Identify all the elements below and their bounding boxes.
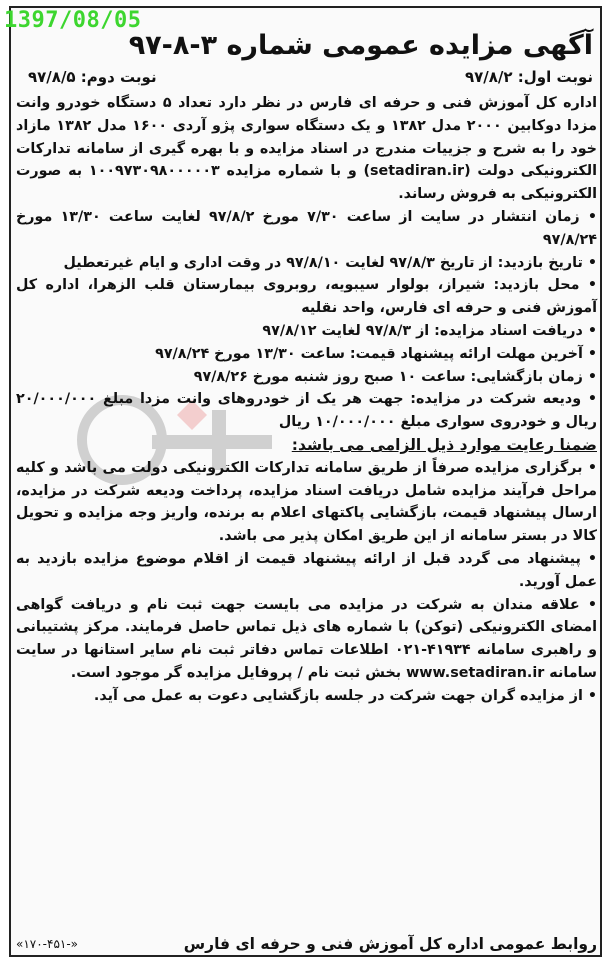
second-turn: نوبت دوم: ۹۷/۸/۵ <box>28 68 157 86</box>
publish-turns <box>28 68 593 86</box>
notice-body <box>16 92 597 708</box>
rule-register: • علاقه مندان به شرکت در مزایده می بایست جهت ثبت نام و دریافت گواهی امضای الکترونیکی (توکن) با شماره های ذیل تماس حاصل فرمایند. مرکز پشتیبانی و راهبری سامانه ۴۱۹۳۴-۰۲۱ اطلاعات تماس دفاتر ثبت نام سایر استانها در سایت سامانه www.setadiran.ir بخش ثبت نام / پروفایل مزایده گر موجود است. <box>16 594 597 685</box>
rule-invite: • از مزایده گران جهت شرکت در جلسه بازگشایی دعوت به عمل می آید. <box>16 685 597 708</box>
requirements-heading: ضمنا رعایت موارد ذیل الزامی می باشد: <box>291 435 597 454</box>
notice-footer <box>16 935 597 953</box>
rule-electronic: • برگزاری مزایده صرفاً از طریق سامانه تدارکات الکترونیکی دولت می باشد و کلیه مراحل فرآیند مزایده شامل دریافت اسناد مزایده، پرداخت ودیعه شرکت در مزایده، ارسال پیشنهاد قیمت، بازگشایی پاکتهای اعلام به برنده، واریز وجه مزایده و تحویل کالا در بستر سامانه از این طریق امکان پذیر می باشد. <box>16 457 597 548</box>
item-documents: • دریافت اسناد مزایده: از ۹۷/۸/۳ لغایت ۹۷/۸/۱۲ <box>16 320 597 343</box>
item-publish-time: • زمان انتشار در سایت از ساعت ۷/۳۰ مورخ ۹۷/۸/۲ لغایت ساعت ۱۳/۳۰ مورخ ۹۷/۸/۲۴ <box>16 206 597 252</box>
item-visit-place: • محل بازدید: شیراز، بولوار سیبویه، روبروی بیمارستان قلب الزهرا، اداره کل آموزش فنی و حرفه ای فارس، واحد نقلیه <box>16 274 597 320</box>
intro-paragraph: اداره کل آموزش فنی و حرفه ای فارس در نظر دارد تعداد ۵ دستگاه خودرو وانت مزدا دوکابین ۲۰۰۰ مدل ۱۳۸۲ و یک دستگاه سواری پژو آردی ۱۶۰۰ مدل ۱۳۸۲ مازاد خود را به شرح و جزییات مندرج در اسناد مزایده و با بهره گیری از سامانه تدارکات الکترونیکی دولت (setadiran.ir) و با شماره مزایده ۱۰۰۹۷۳۰۹۸۰۰۰۰۰۳ به صورت الکترونیکی به فروش رساند. <box>16 95 597 203</box>
item-deadline: • آخرین مهلت ارائه پیشنهاد قیمت: ساعت ۱۳/۳۰ مورخ ۹۷/۸/۲۴ <box>16 343 597 366</box>
rule-visit: • پیشنهاد می گردد قبل از ارائه پیشنهاد قیمت از اقلام موضوع مزایده بازدید به عمل آورید. <box>16 548 597 594</box>
item-visit-date: • تاریخ بازدید: از تاریخ ۹۷/۸/۳ لغایت ۹۷/۸/۱۰ در وقت اداری و ایام غیرتعطیل <box>16 252 597 275</box>
item-opening: • زمان بازگشایی: ساعت ۱۰ صبح روز شنبه مورخ ۹۷/۸/۲۶ <box>16 366 597 389</box>
footer-code: «۱۷۰-۴۵۱-» <box>16 937 79 951</box>
item-deposit: • ودیعه شرکت در مزایده: جهت هر یک از خودروهای وانت مزدا مبلغ ۲۰/۰۰۰/۰۰۰ ریال و خودروی سواری مبلغ ۱۰/۰۰۰/۰۰۰ ریال <box>16 388 597 434</box>
footer-title: روابط عمومی اداره کل آموزش فنی و حرفه ای فارس <box>183 935 597 953</box>
date-stamp: 1397/08/05 <box>4 8 142 33</box>
first-turn: نوبت اول: ۹۷/۸/۲ <box>464 68 593 86</box>
notice-headline: آگهی مزایده عمومی شماره ۳-۸-۹۷ <box>128 30 593 61</box>
